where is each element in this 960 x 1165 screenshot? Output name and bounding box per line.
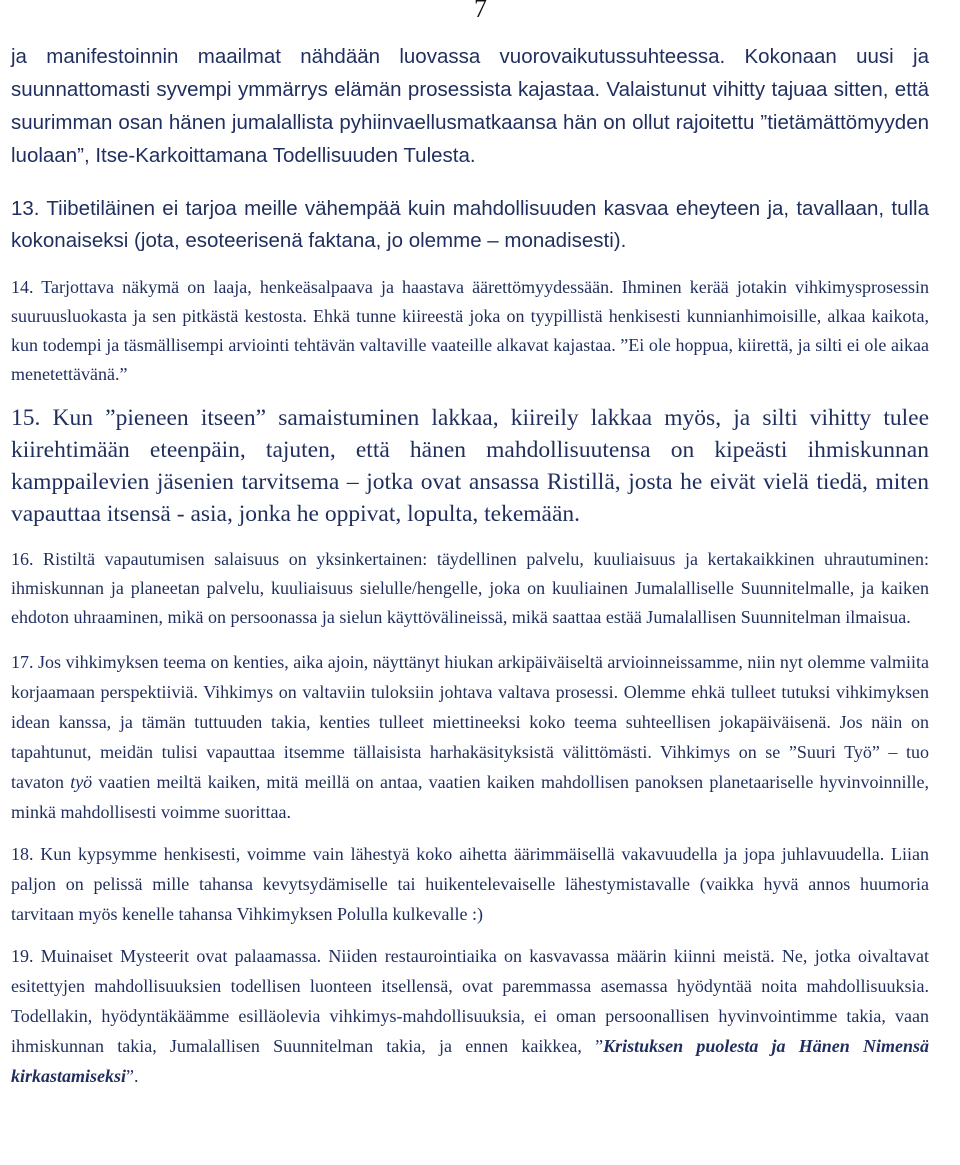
paragraph-16: 16. Ristiltä vapautumisen salaisuus on yksinkertainen: täydellinen palvelu, kuuliaisuus ja kertakaikkinen uhrautuminen: ihmiskunnan ja planeetan palvelu, kuuliaisuus sielulle/hengelle, joka on kuuliainen Jumalalliselle Suunnitelmalle, ja kaiken ehdoton uhraaminen, mikä on persoonassa ja sielun käyttövälineissä, mikä saattaa estää Jumalallisen Suunnitelman ilmaisua.: [11, 549, 929, 627]
paragraph-18: 18. Kun kypsymme henkisesti, voimme vain lähestyä koko aihetta äärimmäisellä vakavuudella ja jopa juhlavuudella. Liian paljon on pelissä mille tahansa kevytsydämiselle tai huikentelevaiselle lähestymistavalle (vaikka hyvä annos huumoria tarvitaan myös kenelle tahansa Vihkimyksen Polulla kulkevalle :): [11, 844, 929, 924]
paragraph-14: 14. Tarjottava näkymä on laaja, henkeäsalpaava ja haastava äärettömyydessään. Ihminen kerää jotakin vihkimysprosessin suuruusluokasta ja sen pitkästä kestosta. Ehkä tunne kiireestä joka on tyypillistä henkisesti kunnianhimoisille, alkaa kaikota, kun todempi ja täsmällisempi arviointi tehtävän valtaville vaateille alkavat kajastaa. ”Ei ole hoppua, kiirettä, ja silti ei ole aikaa menetettävänä.”: [11, 277, 929, 384]
paragraph-17-text-after: vaatien meiltä kaiken, mitä meillä on antaa, vaatien kaiken mahdollisen panoksen planetaariselle hyvinvoinnille, minkä mahdollisesti voimme suorittaa.: [11, 772, 929, 822]
paragraph-13: 13. Tiibetiläinen ei tarjoa meille vähempää kuin mahdollisuuden kasvaa eheyteen ja, tavallaan, tulla kokonaiseksi (jota, esoteerisenä faktana, jo olemme – monadisesti).: [11, 197, 929, 252]
paragraph-19-emphasis: Kristuksen puolesta ja Hänen Nimensä kirkastamiseksi: [11, 1036, 929, 1086]
paragraph-19-text-after: ”.: [126, 1066, 139, 1086]
paragraph-15: 15. Kun ”pieneen itseen” samaistuminen lakkaa, kiireily lakkaa myös, ja silti vihitty tulee kiirehtimään eteenpäin, tajuten, että hänen mahdollisuutensa on kipeästi ihmiskunnan kamppailevien jäsenien tarvitsema – jotka ovat ansassa Ristillä, josta he eivät vielä tiedä, miten vapauttaa itsensä - asia, jonka he oppivat, lopulta, tekemään.: [11, 405, 929, 527]
document-body: [11, 40, 929, 1091]
paragraph-17-emphasis: työ: [70, 772, 93, 792]
page-number: 7: [474, 0, 487, 23]
paragraph-19: [11, 941, 929, 1091]
paragraph-19-text-before: 19. Muinaiset Mysteerit ovat palaamassa. Niiden restaurointiaika on kasvavassa määrin kiinni meistä. Ne, jotka oivaltavat esitettyjen mahdollisuuksien todellisen luonteen itsellensä, ovat paremmassa asemassa hyödyntää noita mahdollisuuksia. Todellakin, hyödyntäkäämme esilläolevia vihkimys-mahdollisuuksia, ei oman persoonallisen hyvinvointimme takia, vaan ihmiskunnan takia, Jumalallisen Suunnitelman takia, ja ennen kaikkea, ”: [11, 946, 929, 1056]
paragraph-17-text-before: 17. Jos vihkimyksen teema on kenties, aika ajoin, näyttänyt hiukan arkipäiväiseltä arvioinneissamme, niin nyt olemme valmiita korjaamaan perspektiiviä. Vihkimys on valtaviin tuloksiin johtava valtava prosessi. Olemme ehkä tulleet tutuksi vihkimyksen idean kanssa, ja tämän tuttuuden takia, kenties tulleet miettineeksi koko teema suhteellisen jokapäiväisenä. Jos näin on tapahtunut, meidän tulisi vapauttaa itsemme tällaisista harhakäsityksistä välittömästi. Vihkimys on se ”Suuri Työ” – tuo tavaton: [11, 652, 929, 792]
paragraph-17: [11, 647, 929, 827]
paragraph-intro: ja manifestoinnin maailmat nähdään luovassa vuorovaikutussuhteessa. Kokonaan uusi ja suunnattomasti syvempi ymmärrys elämän prosessista kajastaa. Valaistunut vihitty tajuaa sitten, että suurimman osan hänen jumalallista pyhiinvaellusmatkaansa hän on ollut rajoitettu ”tietämättömyyden luolaan”, Itse-Karkoittamana Todellisuuden Tulesta.: [11, 45, 929, 167]
